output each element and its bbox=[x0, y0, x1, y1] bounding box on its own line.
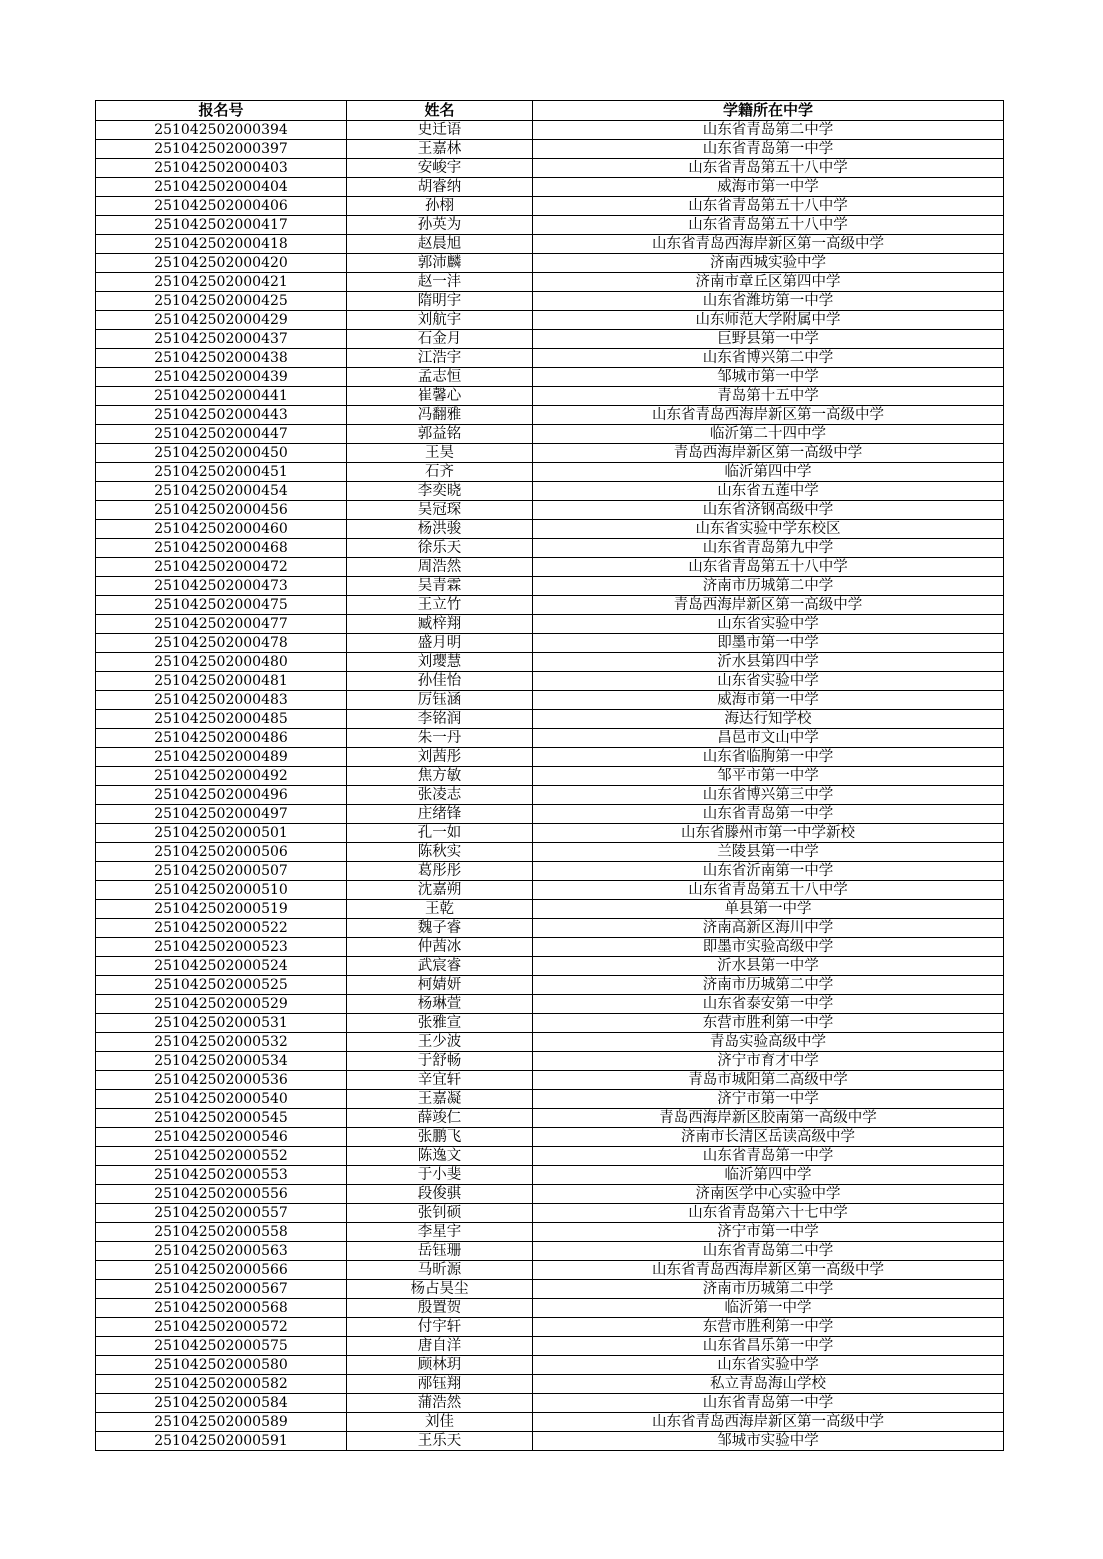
table-row bbox=[96, 311, 1004, 330]
cell-registration-number: 251042502000582 bbox=[96, 1375, 347, 1394]
cell-name: 郭沛麟 bbox=[347, 254, 533, 273]
table-row bbox=[96, 767, 1004, 786]
cell-registration-number: 251042502000575 bbox=[96, 1337, 347, 1356]
cell-registration-number: 251042502000552 bbox=[96, 1147, 347, 1166]
cell-school: 临沂第二十四中学 bbox=[533, 425, 1004, 444]
cell-registration-number: 251042502000447 bbox=[96, 425, 347, 444]
cell-name: 庄绪锋 bbox=[347, 805, 533, 824]
cell-school: 兰陵县第一中学 bbox=[533, 843, 1004, 862]
cell-school: 山东省青岛第五十八中学 bbox=[533, 159, 1004, 178]
cell-registration-number: 251042502000531 bbox=[96, 1014, 347, 1033]
cell-registration-number: 251042502000545 bbox=[96, 1109, 347, 1128]
cell-registration-number: 251042502000420 bbox=[96, 254, 347, 273]
cell-name: 孙英为 bbox=[347, 216, 533, 235]
cell-name: 唐自洋 bbox=[347, 1337, 533, 1356]
cell-school: 威海市第一中学 bbox=[533, 178, 1004, 197]
cell-registration-number: 251042502000525 bbox=[96, 976, 347, 995]
header-school: 学籍所在中学 bbox=[533, 101, 1004, 121]
cell-name: 李铭润 bbox=[347, 710, 533, 729]
cell-name: 王立竹 bbox=[347, 596, 533, 615]
cell-name: 朱一丹 bbox=[347, 729, 533, 748]
cell-name: 王嘉凝 bbox=[347, 1090, 533, 1109]
table-row bbox=[96, 957, 1004, 976]
cell-school: 山东省青岛第二中学 bbox=[533, 1242, 1004, 1261]
cell-school: 临沂第四中学 bbox=[533, 463, 1004, 482]
cell-school: 山东省博兴第二中学 bbox=[533, 349, 1004, 368]
cell-name: 石金月 bbox=[347, 330, 533, 349]
cell-school: 巨野县第一中学 bbox=[533, 330, 1004, 349]
cell-registration-number: 251042502000397 bbox=[96, 140, 347, 159]
cell-registration-number: 251042502000473 bbox=[96, 577, 347, 596]
cell-registration-number: 251042502000468 bbox=[96, 539, 347, 558]
cell-school: 山东省实验中学 bbox=[533, 1356, 1004, 1375]
table-row bbox=[96, 140, 1004, 159]
cell-school: 山东省昌乐第一中学 bbox=[533, 1337, 1004, 1356]
cell-registration-number: 251042502000501 bbox=[96, 824, 347, 843]
table-row bbox=[96, 805, 1004, 824]
table-row bbox=[96, 1318, 1004, 1337]
cell-registration-number: 251042502000450 bbox=[96, 444, 347, 463]
cell-registration-number: 251042502000475 bbox=[96, 596, 347, 615]
header-row bbox=[96, 101, 1004, 121]
table-row bbox=[96, 330, 1004, 349]
table-row bbox=[96, 1090, 1004, 1109]
table-row bbox=[96, 1413, 1004, 1432]
cell-name: 邴钰翔 bbox=[347, 1375, 533, 1394]
cell-registration-number: 251042502000460 bbox=[96, 520, 347, 539]
cell-name: 蒲浩然 bbox=[347, 1394, 533, 1413]
table-row bbox=[96, 1432, 1004, 1451]
cell-registration-number: 251042502000437 bbox=[96, 330, 347, 349]
table-row bbox=[96, 615, 1004, 634]
cell-school: 单县第一中学 bbox=[533, 900, 1004, 919]
cell-registration-number: 251042502000451 bbox=[96, 463, 347, 482]
cell-school: 即墨市实验高级中学 bbox=[533, 938, 1004, 957]
cell-registration-number: 251042502000478 bbox=[96, 634, 347, 653]
cell-school: 山东省潍坊第一中学 bbox=[533, 292, 1004, 311]
cell-school: 山东省沂南第一中学 bbox=[533, 862, 1004, 881]
cell-registration-number: 251042502000589 bbox=[96, 1413, 347, 1432]
cell-name: 赵一沣 bbox=[347, 273, 533, 292]
cell-name: 杨琳萱 bbox=[347, 995, 533, 1014]
cell-school: 青岛西海岸新区胶南第一高级中学 bbox=[533, 1109, 1004, 1128]
table-row bbox=[96, 501, 1004, 520]
cell-school: 临沂第一中学 bbox=[533, 1299, 1004, 1318]
cell-registration-number: 251042502000523 bbox=[96, 938, 347, 957]
cell-school: 山东师范大学附属中学 bbox=[533, 311, 1004, 330]
cell-registration-number: 251042502000472 bbox=[96, 558, 347, 577]
cell-name: 王乐天 bbox=[347, 1432, 533, 1451]
cell-school: 私立青岛海山学校 bbox=[533, 1375, 1004, 1394]
cell-school: 山东省青岛第二中学 bbox=[533, 121, 1004, 140]
table-row bbox=[96, 159, 1004, 178]
cell-registration-number: 251042502000496 bbox=[96, 786, 347, 805]
table-row bbox=[96, 1223, 1004, 1242]
cell-school: 青岛第十五中学 bbox=[533, 387, 1004, 406]
cell-name: 孙佳怡 bbox=[347, 672, 533, 691]
cell-school: 济南市历城第二中学 bbox=[533, 1280, 1004, 1299]
table-row bbox=[96, 672, 1004, 691]
table-row bbox=[96, 577, 1004, 596]
cell-name: 王嘉林 bbox=[347, 140, 533, 159]
cell-school: 山东省青岛西海岸新区第一高级中学 bbox=[533, 235, 1004, 254]
cell-registration-number: 251042502000553 bbox=[96, 1166, 347, 1185]
cell-name: 魏子睿 bbox=[347, 919, 533, 938]
table-row bbox=[96, 1109, 1004, 1128]
cell-school: 济南西城实验中学 bbox=[533, 254, 1004, 273]
cell-registration-number: 251042502000438 bbox=[96, 349, 347, 368]
cell-name: 辛宜轩 bbox=[347, 1071, 533, 1090]
table-row bbox=[96, 406, 1004, 425]
table-row bbox=[96, 919, 1004, 938]
cell-school: 昌邑市文山中学 bbox=[533, 729, 1004, 748]
cell-school: 山东省泰安第一中学 bbox=[533, 995, 1004, 1014]
table-row bbox=[96, 216, 1004, 235]
cell-school: 山东省青岛第五十八中学 bbox=[533, 197, 1004, 216]
cell-school: 山东省实验中学 bbox=[533, 615, 1004, 634]
cell-name: 隋明宇 bbox=[347, 292, 533, 311]
cell-name: 李奕晓 bbox=[347, 482, 533, 501]
cell-registration-number: 251042502000394 bbox=[96, 121, 347, 140]
cell-name: 杨洪骏 bbox=[347, 520, 533, 539]
cell-name: 史迁语 bbox=[347, 121, 533, 140]
cell-school: 济南市章丘区第四中学 bbox=[533, 273, 1004, 292]
cell-registration-number: 251042502000406 bbox=[96, 197, 347, 216]
cell-name: 王昊 bbox=[347, 444, 533, 463]
cell-registration-number: 251042502000441 bbox=[96, 387, 347, 406]
cell-school: 即墨市第一中学 bbox=[533, 634, 1004, 653]
cell-school: 济宁市育才中学 bbox=[533, 1052, 1004, 1071]
table-row bbox=[96, 368, 1004, 387]
cell-name: 岳钰珊 bbox=[347, 1242, 533, 1261]
cell-name: 于小斐 bbox=[347, 1166, 533, 1185]
cell-registration-number: 251042502000404 bbox=[96, 178, 347, 197]
table-row bbox=[96, 1128, 1004, 1147]
cell-registration-number: 251042502000485 bbox=[96, 710, 347, 729]
table-row bbox=[96, 824, 1004, 843]
cell-registration-number: 251042502000540 bbox=[96, 1090, 347, 1109]
cell-name: 柯婧妍 bbox=[347, 976, 533, 995]
cell-name: 刘璎慧 bbox=[347, 653, 533, 672]
cell-registration-number: 251042502000566 bbox=[96, 1261, 347, 1280]
cell-registration-number: 251042502000418 bbox=[96, 235, 347, 254]
cell-registration-number: 251042502000480 bbox=[96, 653, 347, 672]
cell-school: 东营市胜利第一中学 bbox=[533, 1318, 1004, 1337]
cell-school: 山东省五莲中学 bbox=[533, 482, 1004, 501]
cell-registration-number: 251042502000557 bbox=[96, 1204, 347, 1223]
cell-name: 王乾 bbox=[347, 900, 533, 919]
cell-school: 山东省青岛第五十八中学 bbox=[533, 558, 1004, 577]
cell-name: 江浩宇 bbox=[347, 349, 533, 368]
cell-registration-number: 251042502000506 bbox=[96, 843, 347, 862]
cell-name: 冯翻雅 bbox=[347, 406, 533, 425]
cell-name: 吴青霖 bbox=[347, 577, 533, 596]
table-row bbox=[96, 1185, 1004, 1204]
cell-registration-number: 251042502000439 bbox=[96, 368, 347, 387]
cell-school: 山东省青岛第一中学 bbox=[533, 805, 1004, 824]
cell-school: 山东省博兴第三中学 bbox=[533, 786, 1004, 805]
cell-name: 吴冠琛 bbox=[347, 501, 533, 520]
cell-name: 孔一如 bbox=[347, 824, 533, 843]
cell-name: 于舒畅 bbox=[347, 1052, 533, 1071]
table-row bbox=[96, 748, 1004, 767]
cell-name: 胡睿纳 bbox=[347, 178, 533, 197]
cell-registration-number: 251042502000563 bbox=[96, 1242, 347, 1261]
cell-name: 刘佳 bbox=[347, 1413, 533, 1432]
cell-registration-number: 251042502000558 bbox=[96, 1223, 347, 1242]
table-row bbox=[96, 292, 1004, 311]
table-row bbox=[96, 1337, 1004, 1356]
cell-name: 孟志恒 bbox=[347, 368, 533, 387]
cell-name: 武宸睿 bbox=[347, 957, 533, 976]
table-row bbox=[96, 1166, 1004, 1185]
table-row bbox=[96, 786, 1004, 805]
table-row bbox=[96, 653, 1004, 672]
table-row bbox=[96, 520, 1004, 539]
cell-name: 张钊硕 bbox=[347, 1204, 533, 1223]
table-row bbox=[96, 691, 1004, 710]
cell-name: 盛月明 bbox=[347, 634, 533, 653]
cell-name: 刘茜彤 bbox=[347, 748, 533, 767]
cell-registration-number: 251042502000456 bbox=[96, 501, 347, 520]
cell-registration-number: 251042502000532 bbox=[96, 1033, 347, 1052]
table-row bbox=[96, 1242, 1004, 1261]
table-row bbox=[96, 235, 1004, 254]
table-row bbox=[96, 1014, 1004, 1033]
cell-name: 沈嘉朔 bbox=[347, 881, 533, 900]
cell-registration-number: 251042502000568 bbox=[96, 1299, 347, 1318]
cell-registration-number: 251042502000492 bbox=[96, 767, 347, 786]
table-row bbox=[96, 1375, 1004, 1394]
cell-registration-number: 251042502000522 bbox=[96, 919, 347, 938]
cell-registration-number: 251042502000443 bbox=[96, 406, 347, 425]
cell-name: 刘航宇 bbox=[347, 311, 533, 330]
table-row bbox=[96, 976, 1004, 995]
cell-name: 周浩然 bbox=[347, 558, 533, 577]
cell-name: 孙栩 bbox=[347, 197, 533, 216]
cell-registration-number: 251042502000417 bbox=[96, 216, 347, 235]
cell-name: 郭益铭 bbox=[347, 425, 533, 444]
cell-school: 山东省青岛第一中学 bbox=[533, 1394, 1004, 1413]
cell-school: 山东省青岛第六十七中学 bbox=[533, 1204, 1004, 1223]
cell-school: 青岛西海岸新区第一高级中学 bbox=[533, 444, 1004, 463]
table-row bbox=[96, 1299, 1004, 1318]
cell-registration-number: 251042502000591 bbox=[96, 1432, 347, 1451]
cell-registration-number: 251042502000497 bbox=[96, 805, 347, 824]
cell-school: 济南医学中心实验中学 bbox=[533, 1185, 1004, 1204]
cell-school: 济南市长清区岳读高级中学 bbox=[533, 1128, 1004, 1147]
cell-name: 陈秋实 bbox=[347, 843, 533, 862]
cell-name: 马昕源 bbox=[347, 1261, 533, 1280]
cell-registration-number: 251042502000529 bbox=[96, 995, 347, 1014]
cell-school: 邹城市实验中学 bbox=[533, 1432, 1004, 1451]
cell-registration-number: 251042502000519 bbox=[96, 900, 347, 919]
table-row bbox=[96, 1394, 1004, 1413]
cell-school: 山东省青岛西海岸新区第一高级中学 bbox=[533, 1413, 1004, 1432]
cell-school: 山东省青岛第一中学 bbox=[533, 140, 1004, 159]
table-row bbox=[96, 1147, 1004, 1166]
cell-registration-number: 251042502000584 bbox=[96, 1394, 347, 1413]
cell-name: 厉钰涵 bbox=[347, 691, 533, 710]
table-row bbox=[96, 482, 1004, 501]
cell-registration-number: 251042502000510 bbox=[96, 881, 347, 900]
cell-registration-number: 251042502000546 bbox=[96, 1128, 347, 1147]
cell-registration-number: 251042502000421 bbox=[96, 273, 347, 292]
cell-registration-number: 251042502000481 bbox=[96, 672, 347, 691]
cell-school: 山东省临朐第一中学 bbox=[533, 748, 1004, 767]
cell-registration-number: 251042502000477 bbox=[96, 615, 347, 634]
cell-school: 山东省青岛第五十八中学 bbox=[533, 216, 1004, 235]
table-row bbox=[96, 558, 1004, 577]
table-row bbox=[96, 273, 1004, 292]
cell-name: 焦方敏 bbox=[347, 767, 533, 786]
cell-school: 东营市胜利第一中学 bbox=[533, 1014, 1004, 1033]
table-row bbox=[96, 634, 1004, 653]
cell-school: 山东省实验中学 bbox=[533, 672, 1004, 691]
cell-school: 山东省滕州市第一中学新校 bbox=[533, 824, 1004, 843]
cell-school: 青岛市城阳第二高级中学 bbox=[533, 1071, 1004, 1090]
cell-school: 济南高新区海川中学 bbox=[533, 919, 1004, 938]
cell-registration-number: 251042502000429 bbox=[96, 311, 347, 330]
cell-name: 薛竣仁 bbox=[347, 1109, 533, 1128]
table-row bbox=[96, 1071, 1004, 1090]
cell-school: 邹城市第一中学 bbox=[533, 368, 1004, 387]
cell-name: 崔馨心 bbox=[347, 387, 533, 406]
cell-school: 山东省济钢高级中学 bbox=[533, 501, 1004, 520]
cell-school: 威海市第一中学 bbox=[533, 691, 1004, 710]
cell-registration-number: 251042502000403 bbox=[96, 159, 347, 178]
table-row bbox=[96, 1356, 1004, 1375]
cell-registration-number: 251042502000489 bbox=[96, 748, 347, 767]
cell-name: 李星宇 bbox=[347, 1223, 533, 1242]
cell-registration-number: 251042502000580 bbox=[96, 1356, 347, 1375]
table-row bbox=[96, 710, 1004, 729]
cell-name: 陈逸文 bbox=[347, 1147, 533, 1166]
table-row bbox=[96, 1204, 1004, 1223]
cell-school: 山东省青岛西海岸新区第一高级中学 bbox=[533, 406, 1004, 425]
table-row bbox=[96, 995, 1004, 1014]
cell-name: 徐乐天 bbox=[347, 539, 533, 558]
cell-registration-number: 251042502000572 bbox=[96, 1318, 347, 1337]
table-row bbox=[96, 843, 1004, 862]
table-row bbox=[96, 1033, 1004, 1052]
cell-name: 仲茜冰 bbox=[347, 938, 533, 957]
cell-name: 张凌志 bbox=[347, 786, 533, 805]
table-row bbox=[96, 1261, 1004, 1280]
table-row bbox=[96, 729, 1004, 748]
cell-school: 济南市历城第二中学 bbox=[533, 577, 1004, 596]
student-table bbox=[95, 100, 1004, 1451]
cell-name: 赵晨旭 bbox=[347, 235, 533, 254]
cell-registration-number: 251042502000507 bbox=[96, 862, 347, 881]
table-row bbox=[96, 425, 1004, 444]
cell-school: 青岛实验高级中学 bbox=[533, 1033, 1004, 1052]
cell-school: 青岛西海岸新区第一高级中学 bbox=[533, 596, 1004, 615]
table-row bbox=[96, 254, 1004, 273]
table-row bbox=[96, 178, 1004, 197]
cell-registration-number: 251042502000524 bbox=[96, 957, 347, 976]
table-row bbox=[96, 1052, 1004, 1071]
cell-name: 付宇轩 bbox=[347, 1318, 533, 1337]
cell-school: 山东省实验中学东校区 bbox=[533, 520, 1004, 539]
cell-registration-number: 251042502000556 bbox=[96, 1185, 347, 1204]
cell-school: 济宁市第一中学 bbox=[533, 1223, 1004, 1242]
cell-name: 张鹏飞 bbox=[347, 1128, 533, 1147]
cell-registration-number: 251042502000536 bbox=[96, 1071, 347, 1090]
table-row bbox=[96, 1280, 1004, 1299]
cell-registration-number: 251042502000454 bbox=[96, 482, 347, 501]
table-row bbox=[96, 444, 1004, 463]
cell-name: 顾林玥 bbox=[347, 1356, 533, 1375]
cell-school: 沂水县第四中学 bbox=[533, 653, 1004, 672]
cell-name: 安峻宇 bbox=[347, 159, 533, 178]
cell-school: 济宁市第一中学 bbox=[533, 1090, 1004, 1109]
cell-school: 山东省青岛西海岸新区第一高级中学 bbox=[533, 1261, 1004, 1280]
cell-name: 张雅宣 bbox=[347, 1014, 533, 1033]
cell-school: 海达行知学校 bbox=[533, 710, 1004, 729]
cell-school: 山东省青岛第一中学 bbox=[533, 1147, 1004, 1166]
table-row bbox=[96, 900, 1004, 919]
cell-name: 杨占昊尘 bbox=[347, 1280, 533, 1299]
cell-school: 邹平市第一中学 bbox=[533, 767, 1004, 786]
table-row bbox=[96, 596, 1004, 615]
cell-school: 沂水县第一中学 bbox=[533, 957, 1004, 976]
header-name: 姓名 bbox=[347, 101, 533, 121]
cell-registration-number: 251042502000534 bbox=[96, 1052, 347, 1071]
table-row bbox=[96, 881, 1004, 900]
table-row bbox=[96, 121, 1004, 140]
table-row bbox=[96, 862, 1004, 881]
table-row bbox=[96, 539, 1004, 558]
cell-registration-number: 251042502000425 bbox=[96, 292, 347, 311]
cell-school: 山东省青岛第九中学 bbox=[533, 539, 1004, 558]
table-row bbox=[96, 938, 1004, 957]
table-row bbox=[96, 387, 1004, 406]
table-row bbox=[96, 197, 1004, 216]
cell-name: 段俊骐 bbox=[347, 1185, 533, 1204]
table-row bbox=[96, 349, 1004, 368]
cell-name: 殷置贺 bbox=[347, 1299, 533, 1318]
cell-registration-number: 251042502000486 bbox=[96, 729, 347, 748]
table-row bbox=[96, 463, 1004, 482]
cell-name: 葛彤彤 bbox=[347, 862, 533, 881]
cell-name: 王少波 bbox=[347, 1033, 533, 1052]
cell-name: 臧梓翔 bbox=[347, 615, 533, 634]
cell-school: 济南市历城第二中学 bbox=[533, 976, 1004, 995]
cell-name: 石齐 bbox=[347, 463, 533, 482]
cell-school: 临沂第四中学 bbox=[533, 1166, 1004, 1185]
header-registration-number: 报名号 bbox=[96, 101, 347, 121]
cell-school: 山东省青岛第五十八中学 bbox=[533, 881, 1004, 900]
cell-registration-number: 251042502000567 bbox=[96, 1280, 347, 1299]
cell-registration-number: 251042502000483 bbox=[96, 691, 347, 710]
